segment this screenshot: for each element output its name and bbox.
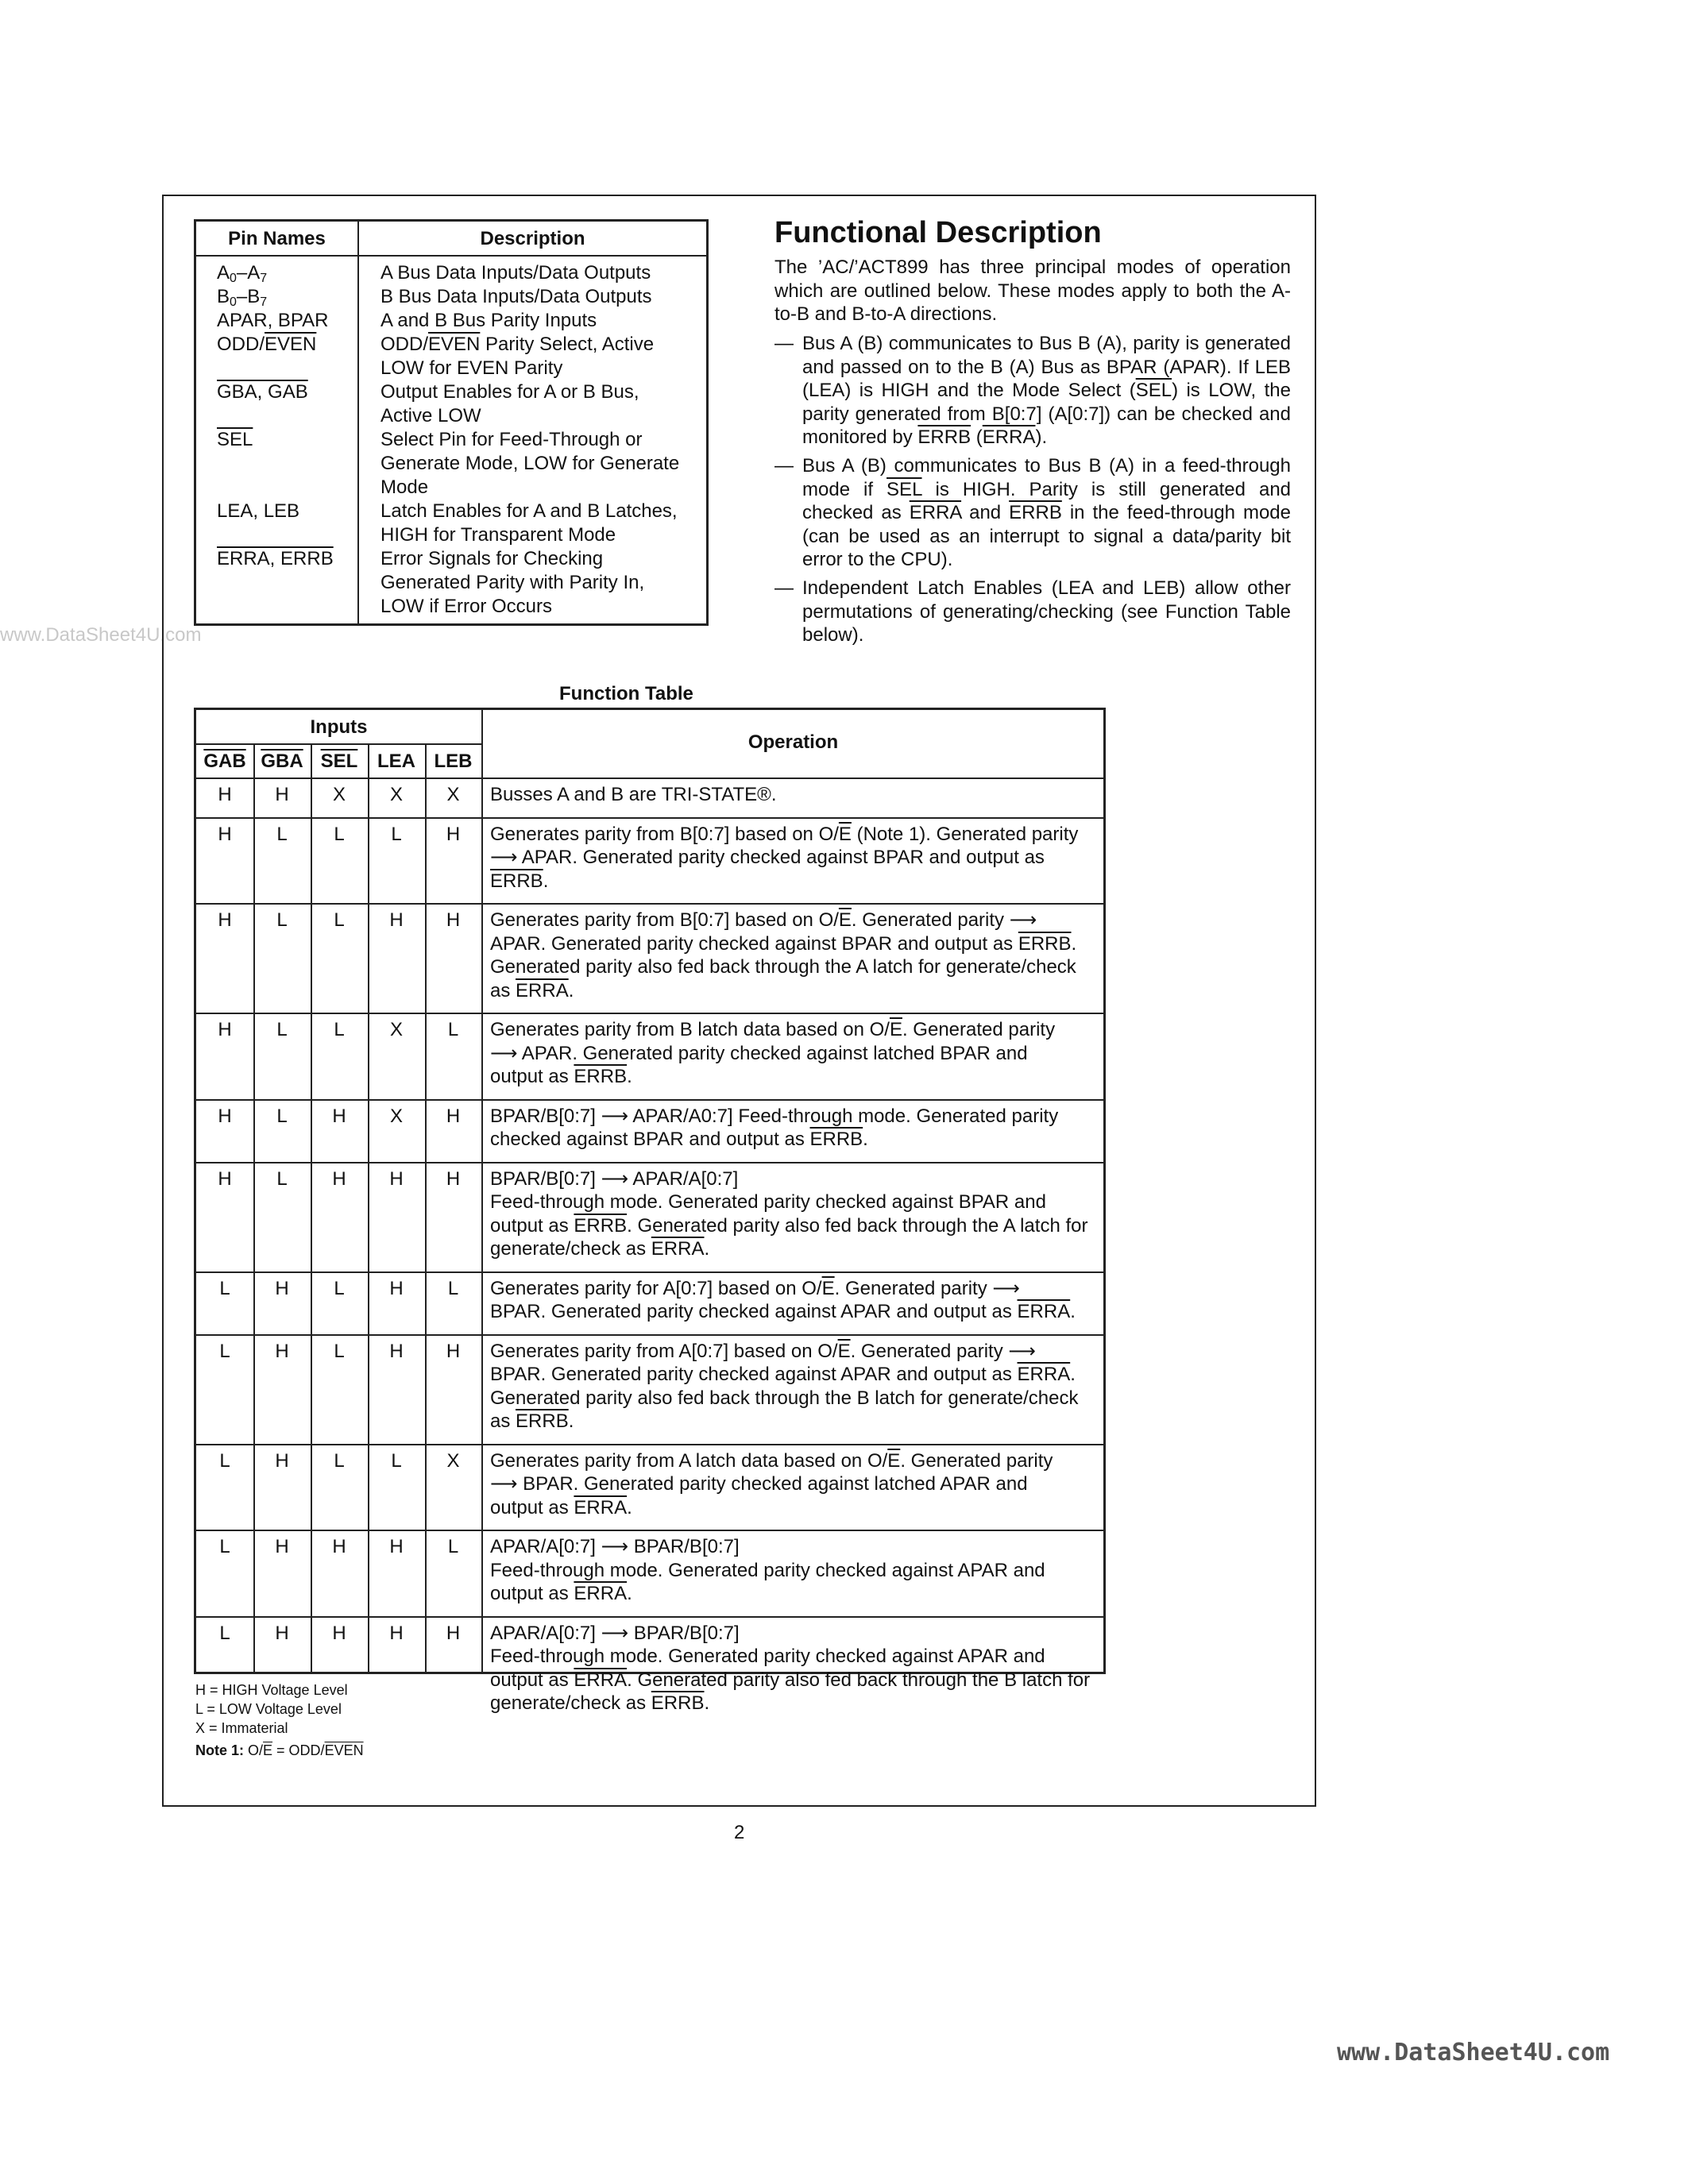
input-cell: H (218, 784, 232, 805)
input-cell: H (275, 1277, 289, 1299)
input-cell: L (334, 1340, 345, 1362)
input-cell: L (334, 1019, 345, 1040)
input-cell: L (219, 1449, 230, 1472)
pin-names-table (194, 219, 709, 626)
functional-description-title: Functional Description (774, 216, 1102, 249)
grid-line (196, 817, 1103, 819)
pin-name-odd-even: ODD/EVEN (217, 334, 317, 355)
grid-line (196, 1099, 1103, 1101)
input-cell: L (219, 1536, 230, 1557)
pin-desc: B Bus Data Inputs/Data Outputs (380, 286, 652, 307)
input-cell: L (334, 823, 345, 845)
grid-line (368, 743, 369, 1672)
input-cell: H (275, 1622, 289, 1644)
pin-name: ERRA, ERRB (217, 548, 334, 569)
input-cell: H (389, 1340, 404, 1362)
pin-desc: HIGH for Transparent Mode (380, 524, 616, 546)
pin-desc: Select Pin for Feed-Through or (380, 429, 643, 450)
watermark-right: www.DataSheet4U.com (1337, 2039, 1610, 2066)
input-cell: L (276, 1019, 288, 1040)
grid-line (253, 743, 255, 1672)
functional-description-intro: The ’AC/’ACT899 has three principal modes of operation which are outlined below. These modes apply to both the A-to-B and B-to-A directions. (774, 257, 1291, 325)
input-cell: H (389, 1536, 404, 1557)
col-header-sel: $\overline{SEL}$ (320, 751, 358, 772)
input-cell: L (276, 823, 288, 845)
input-cell: H (332, 1167, 346, 1190)
input-cell: H (218, 909, 232, 931)
input-cell: H (275, 1449, 289, 1472)
grid-line (196, 778, 1103, 779)
grid-line (196, 1013, 1103, 1014)
operation-cell: Generates parity from A[0:7] based on $O/\overline{E}$. Generated parity ⟶ BPAR. Generated parity checked against APAR and output as ERRA. Generated parity also fed back through the B latch for generate/check as ERRB. (490, 1340, 1079, 1432)
pin-desc: Active LOW (380, 405, 481, 426)
input-cell: L (276, 1105, 288, 1127)
pin-name: APAR, BPAR (217, 310, 329, 331)
pin-name: $\overline{SEL}$ (217, 429, 253, 450)
input-cell: H (218, 1019, 232, 1040)
input-cell: L (334, 1449, 345, 1472)
input-cell: H (446, 1105, 461, 1127)
fd-bullet-text: Independent Latch Enables (LEA and LEB) allow other permutations of generating/checking (see Function Table below). (802, 577, 1291, 646)
input-cell: L (334, 909, 345, 931)
pin-desc: LOW for EVEN Parity (380, 357, 563, 379)
pin-desc: Output Enables for A or B Bus, (380, 381, 639, 403)
input-cell: H (218, 1167, 232, 1190)
input-cell: L (219, 1340, 230, 1362)
grid-line (196, 1162, 1103, 1163)
grid-line (196, 1334, 1103, 1336)
input-cell: X (446, 1449, 460, 1472)
input-cell: H (332, 1105, 346, 1127)
page-number: 2 (734, 1822, 745, 1843)
operation-cell: Generates parity for A[0:7] based on $O/\overline{E}$. Generated parity ⟶ BPAR. Generated parity checked against APAR and output as ERRA. (490, 1277, 1076, 1322)
input-cell: L (334, 1277, 345, 1299)
operation-cell: Busses A and B are TRI-STATE®. (490, 784, 777, 805)
input-cell: H (446, 909, 461, 931)
grid-line (481, 710, 483, 1672)
input-cell: H (446, 1340, 461, 1362)
operation-header: Operation (747, 731, 839, 753)
input-cell: H (446, 1167, 461, 1190)
input-cell: L (391, 1449, 402, 1472)
col-header-leb: LEB (434, 751, 473, 772)
col-header-lea: LEA (377, 751, 415, 772)
fd-bullet-text: Bus A (B) communicates to Bus B (A), parity is generated and passed on to the B (A) Bus as BPAR (APAR). If LEB (LEA) is HIGH and the Mode Select $(\overline{SEL})$ is LOW, the parity generated from B[0:7] (A[0:7]) can be checked and monitored by ERRB (ERRA). (802, 333, 1291, 448)
legend-h: H = HIGH Voltage Level (195, 1682, 348, 1698)
input-cell: H (218, 823, 232, 845)
dash-mark: — (774, 333, 794, 354)
grid-line (196, 1444, 1103, 1445)
input-cell: X (332, 784, 346, 805)
pin-desc: Generated Parity with Parity In, (380, 572, 645, 593)
input-cell: L (219, 1622, 230, 1644)
input-cell: H (389, 1277, 404, 1299)
operation-cell: Generates parity from B[0:7] based on $O/\overline{E}$. Generated parity ⟶ APAR. Generated parity checked against BPAR and output as ERRB. Generated parity also fed back through the A latch for generate/check as ERRA. (490, 909, 1077, 1001)
input-cell: H (446, 1622, 461, 1644)
operation-cell: APAR/A[0:7] ⟶ BPAR/B[0:7] Feed-through mode. Generated parity checked against APAR and output as ERRA. Generated parity also fed back through the B latch for generate/check as ERRB. (490, 1622, 1091, 1714)
description-header: Description (480, 228, 585, 249)
input-cell: H (389, 1167, 404, 1190)
input-cell: L (447, 1277, 459, 1299)
operation-cell: BPAR/B[0:7] ⟶ APAR/A[0:7] Feed-through mode. Generated parity checked against BPAR and output as ERRB. Generated parity also fed back through the A latch for generate/check as ERRA. (490, 1167, 1088, 1260)
function-table-caption: Function Table (559, 683, 693, 704)
pin-desc: Error Signals for Checking (380, 548, 604, 569)
input-cell: X (389, 1019, 403, 1040)
input-cell: L (447, 1019, 459, 1040)
input-cell: L (276, 909, 288, 931)
input-cell: H (332, 1622, 346, 1644)
pin-desc: A and B Bus Parity Inputs (380, 310, 597, 331)
watermark-left: www.DataSheet4U.com (0, 624, 202, 646)
input-cell: X (446, 784, 460, 805)
grid-line (425, 743, 427, 1672)
legend-l: L = LOW Voltage Level (195, 1701, 342, 1717)
grid-line (196, 903, 1103, 905)
input-cell: H (332, 1536, 346, 1557)
input-cell: L (391, 823, 402, 845)
input-cell: H (275, 1340, 289, 1362)
dash-mark: — (774, 455, 794, 477)
pin-desc: LOW if Error Occurs (380, 596, 553, 617)
operation-cell: APAR/A[0:7] ⟶ BPAR/B[0:7] Feed-through mode. Generated parity checked against APAR and output as ERRA. (490, 1536, 1045, 1604)
input-cell: H (446, 823, 461, 845)
input-cell: L (276, 1167, 288, 1190)
pin-name-a: $A_0-A_7$ (217, 262, 268, 285)
input-cell: H (389, 909, 404, 931)
operation-cell: Generates parity from A latch data based on $O/\overline{E}$. Generated parity ⟶ BPAR. Generated parity checked against latched APAR and output as ERRA. (490, 1449, 1053, 1518)
grid-line (196, 1616, 1103, 1618)
input-cell: L (447, 1536, 459, 1557)
col-header-gba: $\overline{GBA}$ (261, 751, 303, 772)
operation-cell: Generates parity from B[0:7] based on $O/\overline{E}$ (Note 1). Generated parity ⟶ APAR. Generated parity checked against BPAR and output as ERRB. (490, 823, 1079, 892)
pin-desc: Mode (380, 477, 429, 498)
note-1: Note 1: $O/\overline{E}$ = ODD/EVEN (195, 1742, 364, 1758)
pin-name-b: $B_0-B_7$ (217, 286, 268, 309)
pin-name: LEA, LEB (217, 500, 300, 522)
input-cell: X (389, 784, 403, 805)
pin-table-divider (357, 222, 359, 623)
input-cell: H (218, 1105, 232, 1127)
inputs-header: Inputs (310, 716, 368, 738)
dash-mark: — (774, 577, 794, 599)
input-cell: H (275, 784, 289, 805)
operation-cell: Generates parity from B latch data based on $O/\overline{E}$. Generated parity ⟶ APAR. Generated parity checked against latched BPAR and output as ERRB. (490, 1019, 1056, 1087)
input-cell: H (275, 1536, 289, 1557)
grid-line (196, 1530, 1103, 1531)
fd-bullet-text: Bus A (B) communicates to Bus B (A) in a feed-through mode if $\overline{SEL}$ is HIGH. Parity is still generated and checked as ERRA and ERRB in the feed-through mode (can be used as an interrupt to signal a data/parity bit error to the CPU). (802, 455, 1292, 570)
operation-cell: BPAR/B[0:7] ⟶ APAR/A0:7] Feed-through mode. Generated parity checked against BPAR and output as ERRB. (490, 1105, 1059, 1150)
grid-line (311, 743, 312, 1672)
input-cell: X (389, 1105, 403, 1127)
col-header-gab: $\overline{GAB}$ (203, 751, 246, 772)
pin-name: GBA, GAB (217, 381, 308, 403)
grid-line (196, 1271, 1103, 1273)
input-cell: L (219, 1277, 230, 1299)
grid-line (196, 743, 481, 745)
pin-desc: A Bus Data Inputs/Data Outputs (380, 262, 651, 284)
input-cell: H (389, 1622, 404, 1644)
legend-x: X = Immaterial (195, 1720, 288, 1736)
pin-names-header: Pin Names (228, 228, 326, 249)
pin-desc: Latch Enables for A and B Latches, (380, 500, 678, 522)
pin-desc: ODD/EVEN Parity Select, Active (380, 334, 655, 355)
pin-desc: Generate Mode, LOW for Generate (380, 453, 680, 474)
